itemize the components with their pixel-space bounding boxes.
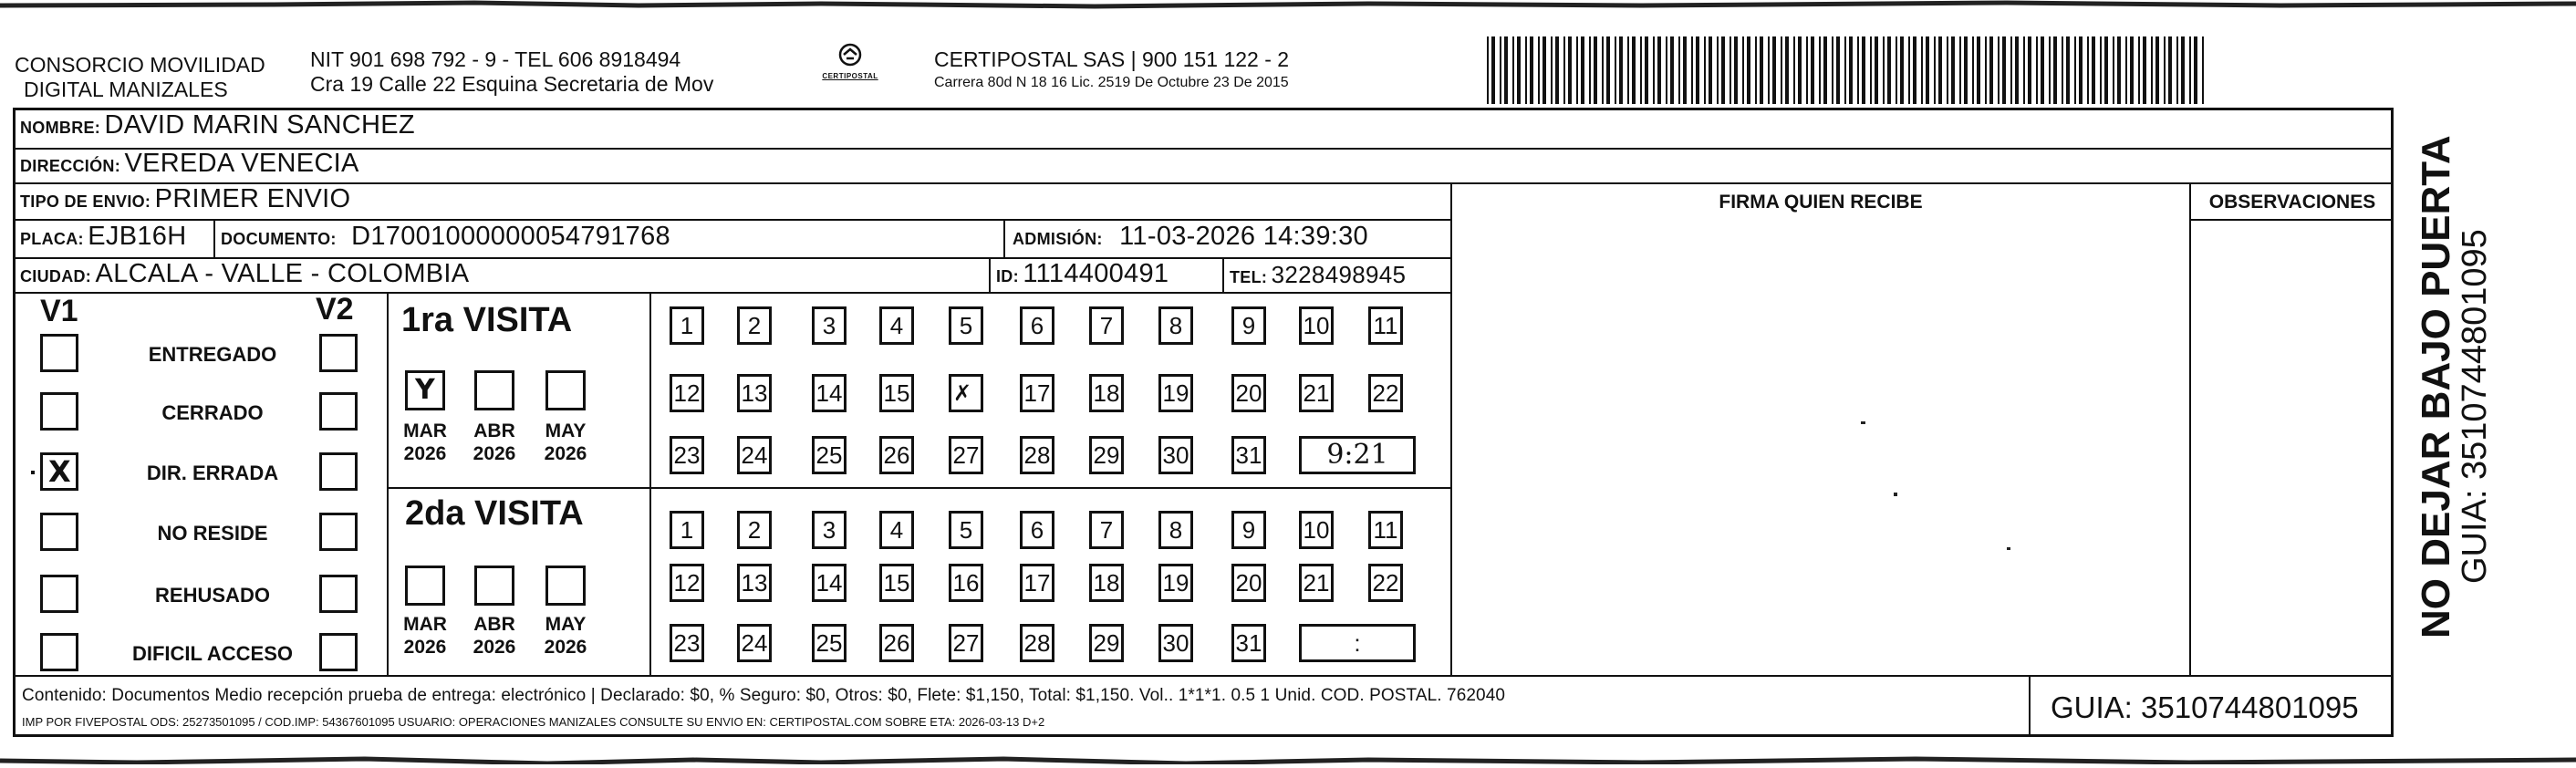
barcode-bar xyxy=(1793,36,1795,104)
barcode-bar xyxy=(1768,36,1770,104)
day-box[interactable]: 4 xyxy=(879,306,914,345)
day-box[interactable]: 27 xyxy=(949,436,983,474)
day-box[interactable]: 28 xyxy=(1020,436,1054,474)
time-box[interactable]: 9:21 xyxy=(1299,436,1416,474)
barcode-bar xyxy=(1781,36,1782,104)
month-checkbox[interactable] xyxy=(405,370,445,410)
barcode-bar xyxy=(1666,36,1667,104)
barcode-bar xyxy=(1542,36,1546,104)
status-checkbox-v2[interactable] xyxy=(319,334,358,372)
barcode-bar xyxy=(1908,36,1910,104)
courier-name: CERTIPOSTAL SAS | 900 151 122 - 2 xyxy=(934,47,1290,71)
barcode-bar xyxy=(2151,36,2153,104)
barcode-bar xyxy=(1645,36,1648,104)
barcode-bar xyxy=(1653,36,1655,104)
side-guia: GUIA: 3510744801095 xyxy=(2456,229,2494,584)
month-name: MAR xyxy=(403,614,447,635)
barcode-bar xyxy=(1913,36,1916,104)
barcode-bar xyxy=(1704,36,1706,104)
barcode-bar xyxy=(2015,36,2019,104)
day-box[interactable]: 23 xyxy=(670,624,704,662)
side-warning: NO DEJAR BAJO PUERTA xyxy=(2414,135,2458,638)
barcode-bar xyxy=(1844,36,1846,104)
barcode-bar xyxy=(1760,36,1763,104)
barcode-bar xyxy=(1977,36,1980,104)
barcode-bar xyxy=(1563,36,1565,104)
month-checkbox[interactable] xyxy=(545,566,586,606)
barcode-bar xyxy=(1755,36,1757,104)
status-checkbox-v2[interactable] xyxy=(319,513,358,551)
check-dot-mark xyxy=(31,471,35,474)
month-label xyxy=(538,613,593,659)
documento-value: D17001000000054791768 xyxy=(351,222,670,251)
day-box[interactable]: 6 xyxy=(1020,511,1054,549)
observaciones-header: OBSERVACIONES xyxy=(2208,192,2376,213)
sender-address: Cra 19 Calle 22 Esquina Secretaria de Mov xyxy=(310,72,714,96)
admision-label: ADMISIÓN: xyxy=(1013,230,1103,248)
barcode-bar xyxy=(2130,36,2134,104)
barcode-bar xyxy=(2010,36,2012,104)
month-label xyxy=(467,613,522,659)
tipo-envio-label: TIPO DE ENVIO: xyxy=(20,192,151,211)
torn-edge-bottom xyxy=(0,755,2576,764)
barcode-bar xyxy=(1972,36,1974,104)
barcode-bar xyxy=(1640,36,1642,104)
first-visit-title: 1ra VISITA xyxy=(401,301,573,339)
firma-header: FIRMA QUIEN RECIBE xyxy=(1719,192,1923,213)
day-box[interactable]: 31 xyxy=(1231,624,1266,662)
status-checkbox-v2[interactable] xyxy=(319,575,358,613)
month-name: MAY xyxy=(545,614,587,635)
barcode-bar xyxy=(1836,36,1840,104)
barcode-bar xyxy=(1581,36,1584,104)
status-label: ENTREGADO xyxy=(148,343,277,366)
barcode-bar xyxy=(1729,36,1731,104)
barcode-bar xyxy=(1900,36,1904,104)
barcode-bar xyxy=(1670,36,1674,104)
barcode-bar xyxy=(1849,36,1853,104)
status-label: REHUSADO xyxy=(155,584,270,607)
day-box[interactable]: 25 xyxy=(812,436,847,474)
day-box[interactable]: 2 xyxy=(737,511,772,549)
status-label: NO RESIDE xyxy=(157,522,268,545)
day-box[interactable]: 1 xyxy=(670,511,704,549)
barcode-bar xyxy=(1832,36,1833,104)
month-year: 2026 xyxy=(403,637,447,658)
status-checkbox-v1[interactable] xyxy=(40,392,78,431)
second-visit-title: 2da VISITA xyxy=(405,494,584,533)
v1-header: V1 xyxy=(40,294,78,328)
barcode-bar xyxy=(2049,36,2051,104)
day-box[interactable]: 24 xyxy=(737,436,772,474)
barcode-bar xyxy=(2062,36,2063,104)
barcode-bar xyxy=(2079,36,2083,104)
status-checkbox-v1[interactable] xyxy=(40,452,78,491)
barcode-bar xyxy=(2092,36,2095,104)
day-box[interactable]: 30 xyxy=(1158,436,1193,474)
barcode-bar xyxy=(1683,36,1687,104)
placa-value: EJB16H xyxy=(88,222,187,251)
barcode-bar xyxy=(1606,36,1610,104)
courier-info xyxy=(934,47,1289,92)
barcode-bar xyxy=(1985,36,1987,104)
barcode-bar xyxy=(1678,36,1680,104)
day-box[interactable]: 2 xyxy=(737,306,772,345)
barcode-bar xyxy=(1926,36,1929,104)
barcode-bar xyxy=(2189,36,2191,104)
day-box[interactable]: 9 xyxy=(1231,306,1266,345)
status-checkbox-v2[interactable] xyxy=(319,452,358,491)
sender-name-line1: CONSORCIO MOVILIDAD xyxy=(15,53,265,77)
day-box[interactable] xyxy=(949,374,983,412)
barcode-bar xyxy=(1721,36,1725,104)
tel-value: 3228498945 xyxy=(1271,261,1407,288)
day-box[interactable]: 20 xyxy=(1231,374,1266,412)
month-label xyxy=(538,420,593,465)
barcode-bar xyxy=(1734,36,1738,104)
barcode-bar xyxy=(1875,36,1878,104)
day-box[interactable]: 14 xyxy=(812,374,847,412)
barcode-bar xyxy=(1491,36,1495,104)
barcode-bar xyxy=(1717,36,1719,104)
barcode-bar xyxy=(1530,36,1533,104)
day-box[interactable]: 26 xyxy=(879,624,914,662)
month-checkbox[interactable] xyxy=(545,370,586,410)
signature-mark xyxy=(1861,421,1865,424)
torn-edge-top xyxy=(0,0,2576,9)
signature-mark xyxy=(1894,493,1897,496)
sender-info xyxy=(310,47,713,97)
barcode-bar xyxy=(1696,36,1699,104)
month-year: 2026 xyxy=(403,443,447,464)
sender-nit: NIT 901 698 792 - 9 - TEL 606 8918494 xyxy=(310,47,681,71)
barcode-bar xyxy=(2181,36,2185,104)
day-box[interactable]: 14 xyxy=(812,564,847,602)
courier-logo-text: CERTIPOSTAL xyxy=(822,72,878,80)
barcode-bar xyxy=(1627,36,1629,104)
tipo-envio-value: PRIMER ENVIO xyxy=(154,184,351,213)
day-box[interactable]: 17 xyxy=(1020,564,1054,602)
barcode-bar xyxy=(2074,36,2076,104)
barcode-bar xyxy=(2168,36,2172,104)
footer-imprint: IMP POR FIVEPOSTAL ODS: 25273501095 / COD.IMP: 54367601095 USUARIO: OPERACIONES MANIZALES CONSULTE SU ENVIO EN: CERTIPOSTAL.COM SOBRE ETA: 2026-03-13 D+2 xyxy=(22,715,1045,729)
day-box[interactable]: 13 xyxy=(737,374,772,412)
placa-field xyxy=(20,222,186,252)
barcode-bar xyxy=(1568,36,1572,104)
barcode-bar xyxy=(1785,36,1789,104)
day-box[interactable]: 15 xyxy=(879,374,914,412)
barcode-bar xyxy=(1747,36,1750,104)
courier-logo-icon xyxy=(832,42,868,67)
status-label: DIR. ERRADA xyxy=(146,462,279,484)
barcode-bar xyxy=(1951,36,1955,104)
day-box[interactable]: 3 xyxy=(812,511,847,549)
barcode-bar xyxy=(2053,36,2057,104)
month-name: ABR xyxy=(473,614,515,635)
day-box[interactable]: 21 xyxy=(1299,564,1334,602)
day-box[interactable]: 4 xyxy=(879,511,914,549)
barcode-bar xyxy=(1823,36,1827,104)
ciudad-label: CIUDAD: xyxy=(20,267,92,285)
barcode-bar xyxy=(2194,36,2197,104)
barcode-bar xyxy=(1887,36,1891,104)
ciudad-field xyxy=(20,259,469,289)
day-box[interactable]: 27 xyxy=(949,624,983,662)
day-box[interactable]: 5 xyxy=(949,306,983,345)
barcode-bar xyxy=(1555,36,1559,104)
checked-mark: X xyxy=(48,454,71,489)
barcode-bar xyxy=(2104,36,2108,104)
day-box[interactable]: 10 xyxy=(1299,511,1334,549)
day-box[interactable]: 11 xyxy=(1368,511,1403,549)
status-checkbox-v1[interactable] xyxy=(40,633,78,671)
barcode-bar xyxy=(1589,36,1591,104)
barcode-bar xyxy=(1512,36,1514,104)
day-box[interactable]: 31 xyxy=(1231,436,1266,474)
tel-field xyxy=(1230,261,1406,289)
day-box[interactable]: 9 xyxy=(1231,511,1266,549)
barcode-bar xyxy=(1862,36,1865,104)
day-box[interactable]: 11 xyxy=(1368,306,1403,345)
courier-logo xyxy=(814,42,887,84)
day-box[interactable]: 15 xyxy=(879,564,914,602)
barcode-bar xyxy=(1811,36,1814,104)
barcode-bar xyxy=(1964,36,1968,104)
footer-contents: Contenido: Documentos Medio recepción prueba de entrega: electrónico | Declarado: $0, % Seguro: $0, Otros: $0, Flete: $1,150, Total: $1,150. Vol.. 1*1*1. 0.5 1 Unid. COD. POSTAL. 762040 xyxy=(22,686,1506,705)
day-box[interactable]: 19 xyxy=(1158,564,1193,602)
barcode-bar xyxy=(1934,36,1936,104)
barcode-bar xyxy=(1947,36,1948,104)
barcode-bar xyxy=(1632,36,1636,104)
day-box[interactable]: 13 xyxy=(737,564,772,602)
day-box[interactable]: 20 xyxy=(1231,564,1266,602)
barcode-bar xyxy=(1594,36,1597,104)
barcode-bar xyxy=(1504,36,1508,104)
day-box[interactable]: 1 xyxy=(670,306,704,345)
footer-guia: GUIA: 3510744801095 xyxy=(2051,690,2359,724)
barcode-bar xyxy=(1921,36,1923,104)
day-box[interactable]: 19 xyxy=(1158,374,1193,412)
day-box[interactable]: 16 xyxy=(949,564,983,602)
status-checkbox-v1[interactable] xyxy=(40,575,78,613)
barcode-bar xyxy=(1998,36,2000,104)
month-check-mark: Y xyxy=(415,374,435,406)
signature-mark xyxy=(2007,547,2010,550)
courier-address: Carrera 80d N 18 16 Lic. 2519 De Octubre 23 De 2015 xyxy=(934,75,1289,90)
barcode-bar xyxy=(1551,36,1553,104)
barcode-bar xyxy=(2066,36,2070,104)
barcode-bar xyxy=(1657,36,1661,104)
barcode-bar xyxy=(1500,36,1501,104)
day-box[interactable]: 23 xyxy=(670,436,704,474)
day-box[interactable]: 10 xyxy=(1299,306,1334,345)
month-name: MAY xyxy=(545,420,587,441)
month-year: 2026 xyxy=(544,637,587,658)
day-box[interactable]: 7 xyxy=(1089,511,1124,549)
month-label xyxy=(398,613,452,659)
barcode-bar xyxy=(1857,36,1859,104)
status-checkbox-v1[interactable] xyxy=(40,513,78,551)
barcode-bar xyxy=(1959,36,1961,104)
id-label: ID: xyxy=(996,267,1019,285)
barcode-bar xyxy=(2023,36,2025,104)
barcode-bar xyxy=(1576,36,1578,104)
status-checkbox-v2[interactable] xyxy=(319,633,358,671)
day-box[interactable]: 22 xyxy=(1368,564,1403,602)
month-label xyxy=(467,420,522,465)
barcode-bar xyxy=(2113,36,2114,104)
placa-label: PLACA: xyxy=(20,230,84,248)
day-box[interactable]: 28 xyxy=(1020,624,1054,662)
barcode-bar xyxy=(2002,36,2006,104)
month-checkbox[interactable] xyxy=(474,370,514,410)
barcode-bar xyxy=(1870,36,1872,104)
barcode-bar xyxy=(1742,36,1744,104)
day-check-mark: ✗ xyxy=(953,380,972,406)
barcode-bar xyxy=(2028,36,2031,104)
barcode-bar xyxy=(1989,36,1993,104)
barcode-bar xyxy=(1883,36,1885,104)
day-box[interactable]: 22 xyxy=(1368,374,1403,412)
status-label: DIFICIL ACCESO xyxy=(131,642,293,665)
nombre-label: NOMBRE: xyxy=(20,119,101,137)
barcode-bar xyxy=(1619,36,1623,104)
day-box[interactable]: 18 xyxy=(1089,564,1124,602)
tel-label: TEL: xyxy=(1230,268,1268,286)
barcode-bar xyxy=(2138,36,2140,104)
day-box[interactable]: 12 xyxy=(670,374,704,412)
month-name: ABR xyxy=(473,420,515,441)
admision-field xyxy=(1013,222,1368,252)
month-label xyxy=(398,420,452,465)
barcode-bar xyxy=(2087,36,2089,104)
id-field xyxy=(996,259,1169,289)
day-box[interactable]: 30 xyxy=(1158,624,1193,662)
direccion-row xyxy=(20,149,359,179)
month-year: 2026 xyxy=(544,443,587,464)
day-box[interactable]: 25 xyxy=(812,624,847,662)
barcode-bar xyxy=(2100,36,2102,104)
day-box[interactable]: 8 xyxy=(1158,306,1193,345)
status-checkbox-v1[interactable] xyxy=(40,334,78,372)
day-box[interactable]: 5 xyxy=(949,511,983,549)
day-box[interactable]: 29 xyxy=(1089,624,1124,662)
barcode xyxy=(1485,36,2215,104)
time-box[interactable]: : xyxy=(1299,624,1416,662)
direccion-value: VEREDA VENECIA xyxy=(124,149,359,178)
status-checkbox-v2[interactable] xyxy=(319,392,358,431)
barcode-bar xyxy=(1938,36,1942,104)
day-box[interactable]: 7 xyxy=(1089,306,1124,345)
tipo-envio-row xyxy=(20,184,350,214)
sender-name xyxy=(15,53,265,102)
day-box[interactable]: 29 xyxy=(1089,436,1124,474)
barcode-bar xyxy=(1615,36,1616,104)
barcode-bar xyxy=(2117,36,2121,104)
barcode-bar xyxy=(2041,36,2044,104)
month-name: MAR xyxy=(403,420,447,441)
nombre-value: DAVID MARIN SANCHEZ xyxy=(104,110,415,140)
barcode-bar xyxy=(1602,36,1604,104)
month-year: 2026 xyxy=(473,443,516,464)
barcode-bar xyxy=(2143,36,2146,104)
barcode-bar xyxy=(1691,36,1693,104)
barcode-bar xyxy=(1517,36,1521,104)
barcode-bar xyxy=(2202,36,2204,104)
barcode-bar xyxy=(2164,36,2166,104)
day-box[interactable]: 17 xyxy=(1020,374,1054,412)
v2-header: V2 xyxy=(316,292,354,327)
barcode-bar xyxy=(1709,36,1712,104)
documento-label: DOCUMENTO: xyxy=(221,230,337,248)
barcode-bar xyxy=(2176,36,2178,104)
month-checkbox[interactable] xyxy=(474,566,514,606)
day-box[interactable]: 12 xyxy=(670,564,704,602)
status-label: CERRADO xyxy=(161,401,264,424)
barcode-bar xyxy=(2125,36,2127,104)
admision-value: 11-03-2026 14:39:30 xyxy=(1119,222,1368,251)
direccion-label: DIRECCIÓN: xyxy=(20,157,120,175)
day-box[interactable]: 26 xyxy=(879,436,914,474)
month-checkbox[interactable] xyxy=(405,566,445,606)
barcode-bar xyxy=(1772,36,1776,104)
barcode-bar xyxy=(1806,36,1808,104)
day-box[interactable]: 6 xyxy=(1020,306,1054,345)
sender-name-line2: DIGITAL MANIZALES xyxy=(24,78,228,101)
barcode-bar xyxy=(2155,36,2159,104)
barcode-bar xyxy=(1798,36,1802,104)
day-box[interactable]: 24 xyxy=(737,624,772,662)
day-box[interactable]: 18 xyxy=(1089,374,1124,412)
barcode-bar xyxy=(2036,36,2038,104)
barcode-bar xyxy=(1487,36,1489,104)
documento-field xyxy=(221,222,670,252)
day-box[interactable]: 3 xyxy=(812,306,847,345)
day-box[interactable]: 8 xyxy=(1158,511,1193,549)
month-year: 2026 xyxy=(473,637,516,658)
barcode-bar xyxy=(1525,36,1527,104)
barcode-bar xyxy=(1538,36,1540,104)
ciudad-value: ALCALA - VALLE - COLOMBIA xyxy=(95,259,470,288)
id-value: 1114400491 xyxy=(1023,259,1169,288)
day-box[interactable]: 21 xyxy=(1299,374,1334,412)
nombre-row xyxy=(20,110,415,140)
barcode-bar xyxy=(1896,36,1897,104)
barcode-bar xyxy=(1819,36,1821,104)
